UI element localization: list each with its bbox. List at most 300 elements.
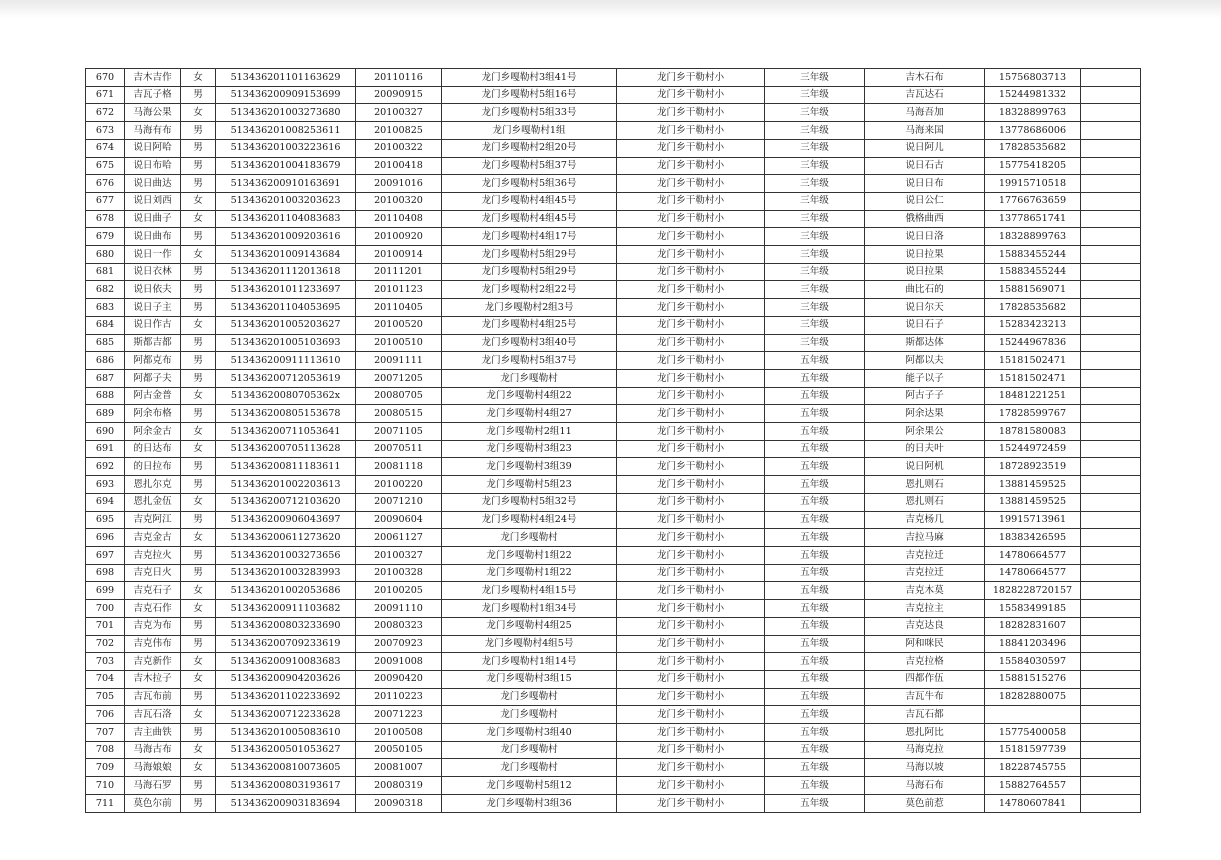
- cell-name: 阿古金普: [125, 387, 181, 405]
- cell-address: 龙门乡嘎勒村3组15: [442, 670, 617, 688]
- cell-address: 龙门乡嘎勒村5组32号: [442, 493, 617, 511]
- cell-birth-date: 20110408: [356, 210, 442, 228]
- cell-school: 龙门乡干勒村小: [617, 316, 765, 334]
- cell-address: 龙门乡嘎勒村5组37号: [442, 157, 617, 175]
- cell-address: 龙门乡嘎勒村4组22: [442, 387, 617, 405]
- cell-birth-date: 20071210: [356, 493, 442, 511]
- cell-grade: 五年级: [765, 458, 865, 476]
- cell-school: 龙门乡干勒村小: [617, 281, 765, 299]
- cell-note: [1081, 69, 1141, 87]
- cell-note: [1081, 352, 1141, 370]
- cell-guardian: 阿古子子: [865, 387, 985, 405]
- cell-grade: 三年级: [765, 86, 865, 104]
- cell-address: 龙门乡嘎勒村1组22: [442, 564, 617, 582]
- cell-grade: 五年级: [765, 529, 865, 547]
- cell-birth-date: 20101123: [356, 281, 442, 299]
- scan-edge-shadow: [0, 0, 1221, 18]
- cell-school: 龙门乡干勒村小: [617, 724, 765, 742]
- cell-index: 708: [86, 741, 125, 759]
- cell-birth-date: 20070923: [356, 635, 442, 653]
- cell-grade: 五年级: [765, 777, 865, 795]
- cell-grade: 三年级: [765, 104, 865, 122]
- cell-note: [1081, 440, 1141, 458]
- cell-guardian: 吉拉马麻: [865, 529, 985, 547]
- cell-grade: 三年级: [765, 299, 865, 317]
- cell-name: 恩扎金伍: [125, 493, 181, 511]
- cell-id-number: 513436200803193617: [216, 777, 356, 795]
- cell-note: [1081, 122, 1141, 140]
- cell-name: 吉克为布: [125, 617, 181, 635]
- cell-gender: 男: [181, 724, 216, 742]
- cell-birth-date: 20090915: [356, 86, 442, 104]
- cell-phone: 18328899763: [985, 228, 1081, 246]
- cell-gender: 男: [181, 334, 216, 352]
- table-row: [86, 458, 1141, 476]
- cell-phone: 18841203496: [985, 635, 1081, 653]
- cell-gender: 女: [181, 192, 216, 210]
- cell-school: 龙门乡干勒村小: [617, 493, 765, 511]
- cell-note: [1081, 582, 1141, 600]
- cell-index: 694: [86, 493, 125, 511]
- cell-phone: 15181597739: [985, 741, 1081, 759]
- cell-gender: 男: [181, 369, 216, 387]
- table-row: [86, 706, 1141, 724]
- cell-id-number: 513436200712053619: [216, 369, 356, 387]
- cell-note: [1081, 635, 1141, 653]
- cell-name: 马海娘娘: [125, 759, 181, 777]
- cell-guardian: 马海克拉: [865, 741, 985, 759]
- cell-note: [1081, 316, 1141, 334]
- cell-grade: 五年级: [765, 741, 865, 759]
- cell-guardian: 吉克拉格: [865, 653, 985, 671]
- cell-school: 龙门乡干勒村小: [617, 741, 765, 759]
- cell-guardian: 吉克木莫: [865, 582, 985, 600]
- cell-school: 龙门乡干勒村小: [617, 511, 765, 529]
- table-row: [86, 423, 1141, 441]
- cell-address: 龙门乡嘎勒村1组22: [442, 546, 617, 564]
- cell-index: 671: [86, 86, 125, 104]
- cell-address: 龙门乡嘎勒村2组11: [442, 423, 617, 441]
- cell-grade: 五年级: [765, 511, 865, 529]
- cell-name: 马海古布: [125, 741, 181, 759]
- cell-id-number: 513436201003273680: [216, 104, 356, 122]
- cell-phone: 15881515276: [985, 670, 1081, 688]
- cell-note: [1081, 458, 1141, 476]
- cell-grade: 五年级: [765, 759, 865, 777]
- cell-school: 龙门乡干勒村小: [617, 476, 765, 494]
- cell-address: 龙门乡嘎勒村5组23: [442, 476, 617, 494]
- cell-index: 697: [86, 546, 125, 564]
- cell-guardian: 马海以坡: [865, 759, 985, 777]
- cell-gender: 男: [181, 635, 216, 653]
- cell-grade: 三年级: [765, 175, 865, 193]
- table-row: [86, 316, 1141, 334]
- cell-note: [1081, 423, 1141, 441]
- cell-gender: 男: [181, 688, 216, 706]
- cell-note: [1081, 564, 1141, 582]
- cell-name: 说日曲布: [125, 228, 181, 246]
- cell-address: 龙门乡嘎勒村4组15号: [442, 582, 617, 600]
- table-row: [86, 246, 1141, 264]
- cell-gender: 男: [181, 139, 216, 157]
- cell-note: [1081, 688, 1141, 706]
- cell-school: 龙门乡干勒村小: [617, 635, 765, 653]
- cell-note: [1081, 369, 1141, 387]
- cell-grade: 五年级: [765, 387, 865, 405]
- cell-guardian: 吉克拉主: [865, 600, 985, 618]
- cell-gender: 男: [181, 175, 216, 193]
- cell-note: [1081, 192, 1141, 210]
- cell-gender: 男: [181, 777, 216, 795]
- cell-phone: 13778686006: [985, 122, 1081, 140]
- cell-name: 吉瓦子格: [125, 86, 181, 104]
- cell-phone: 17828535682: [985, 299, 1081, 317]
- cell-grade: 三年级: [765, 228, 865, 246]
- cell-gender: 女: [181, 210, 216, 228]
- cell-grade: 五年级: [765, 688, 865, 706]
- cell-guardian: 说日阿机: [865, 458, 985, 476]
- table-row: [86, 228, 1141, 246]
- cell-index: 687: [86, 369, 125, 387]
- cell-phone: 14780664577: [985, 546, 1081, 564]
- cell-address: 龙门乡嘎勒村1组: [442, 122, 617, 140]
- cell-birth-date: 20100327: [356, 104, 442, 122]
- cell-index: 704: [86, 670, 125, 688]
- cell-school: 龙门乡干勒村小: [617, 104, 765, 122]
- cell-note: [1081, 476, 1141, 494]
- cell-address: 龙门乡嘎勒村1组14号: [442, 653, 617, 671]
- cell-index: 710: [86, 777, 125, 795]
- cell-note: [1081, 546, 1141, 564]
- cell-address: 龙门乡嘎勒村3组23: [442, 440, 617, 458]
- cell-school: 龙门乡干勒村小: [617, 334, 765, 352]
- cell-name: 说日刘西: [125, 192, 181, 210]
- cell-guardian: 说日尔天: [865, 299, 985, 317]
- cell-guardian: 吉瓦牛布: [865, 688, 985, 706]
- cell-phone: 17766763659: [985, 192, 1081, 210]
- cell-guardian: 说日拉果: [865, 246, 985, 264]
- cell-index: 670: [86, 69, 125, 87]
- table-row: [86, 122, 1141, 140]
- cell-index: 696: [86, 529, 125, 547]
- cell-id-number: 513436201002053686: [216, 582, 356, 600]
- cell-school: 龙门乡干勒村小: [617, 86, 765, 104]
- cell-phone: 15244967836: [985, 334, 1081, 352]
- cell-name: 说日阿哈: [125, 139, 181, 157]
- cell-id-number: 513436201008253611: [216, 122, 356, 140]
- cell-index: 684: [86, 316, 125, 334]
- cell-grade: 五年级: [765, 617, 865, 635]
- cell-id-number: 513436201102233692: [216, 688, 356, 706]
- cell-school: 龙门乡干勒村小: [617, 617, 765, 635]
- cell-note: [1081, 246, 1141, 264]
- cell-id-number: 513436200910163691: [216, 175, 356, 193]
- cell-school: 龙门乡干勒村小: [617, 299, 765, 317]
- cell-school: 龙门乡干勒村小: [617, 246, 765, 264]
- cell-birth-date: 20080319: [356, 777, 442, 795]
- cell-address: 龙门乡嘎勒村4组25号: [442, 316, 617, 334]
- table-row: [86, 281, 1141, 299]
- cell-address: 龙门乡嘎勒村4组27: [442, 405, 617, 423]
- cell-grade: 五年级: [765, 564, 865, 582]
- cell-birth-date: 20061127: [356, 529, 442, 547]
- cell-birth-date: 20050105: [356, 741, 442, 759]
- cell-name: 马海有布: [125, 122, 181, 140]
- cell-birth-date: 20100418: [356, 157, 442, 175]
- cell-birth-date: 20100920: [356, 228, 442, 246]
- cell-address: 龙门乡嘎勒村: [442, 529, 617, 547]
- cell-guardian: 马海吾加: [865, 104, 985, 122]
- cell-name: 吉主曲铁: [125, 724, 181, 742]
- cell-gender: 男: [181, 352, 216, 370]
- cell-guardian: 吉克达良: [865, 617, 985, 635]
- cell-index: 702: [86, 635, 125, 653]
- cell-index: 700: [86, 600, 125, 618]
- cell-school: 龙门乡干勒村小: [617, 369, 765, 387]
- cell-index: 678: [86, 210, 125, 228]
- cell-school: 龙门乡干勒村小: [617, 440, 765, 458]
- cell-gender: 男: [181, 86, 216, 104]
- cell-note: [1081, 210, 1141, 228]
- cell-note: [1081, 794, 1141, 812]
- cell-guardian: 说日日洛: [865, 228, 985, 246]
- cell-birth-date: 20100510: [356, 334, 442, 352]
- cell-index: 689: [86, 405, 125, 423]
- cell-school: 龙门乡干勒村小: [617, 228, 765, 246]
- cell-guardian: 吉克拉迁: [865, 546, 985, 564]
- cell-phone: 15283423213: [985, 316, 1081, 334]
- cell-index: 698: [86, 564, 125, 582]
- cell-birth-date: 20110405: [356, 299, 442, 317]
- cell-gender: 男: [181, 511, 216, 529]
- cell-phone: 18781580083: [985, 423, 1081, 441]
- cell-name: 说日曲子: [125, 210, 181, 228]
- cell-school: 龙门乡干勒村小: [617, 387, 765, 405]
- cell-guardian: 说日公仁: [865, 192, 985, 210]
- cell-gender: 女: [181, 387, 216, 405]
- table-row: [86, 139, 1141, 157]
- cell-index: 709: [86, 759, 125, 777]
- cell-gender: 女: [181, 741, 216, 759]
- cell-name: 吉瓦布前: [125, 688, 181, 706]
- cell-birth-date: 20091008: [356, 653, 442, 671]
- table-row: [86, 600, 1141, 618]
- cell-school: 龙门乡干勒村小: [617, 423, 765, 441]
- table-row: [86, 175, 1141, 193]
- cell-address: 龙门乡嘎勒村5组12: [442, 777, 617, 795]
- cell-address: 龙门乡嘎勒村3组41号: [442, 69, 617, 87]
- cell-id-number: 513436200712103620: [216, 493, 356, 511]
- cell-note: [1081, 104, 1141, 122]
- cell-name: 说日依夫: [125, 281, 181, 299]
- cell-birth-date: 20100320: [356, 192, 442, 210]
- cell-grade: 五年级: [765, 405, 865, 423]
- cell-phone: 18228745755: [985, 759, 1081, 777]
- cell-guardian: 恩扎则石: [865, 476, 985, 494]
- cell-id-number: 513436200911103682: [216, 600, 356, 618]
- cell-name: 说日衣林: [125, 263, 181, 281]
- cell-guardian: 吉瓦达石: [865, 86, 985, 104]
- cell-guardian: 吉木石布: [865, 69, 985, 87]
- cell-id-number: 513436200712233628: [216, 706, 356, 724]
- table-row: [86, 670, 1141, 688]
- cell-grade: 三年级: [765, 334, 865, 352]
- cell-guardian: 阿和咪民: [865, 635, 985, 653]
- cell-address: 龙门乡嘎勒村4组45号: [442, 210, 617, 228]
- cell-note: [1081, 724, 1141, 742]
- cell-grade: 三年级: [765, 139, 865, 157]
- cell-birth-date: 20100825: [356, 122, 442, 140]
- cell-birth-date: 20080705: [356, 387, 442, 405]
- cell-id-number: 513436201009203616: [216, 228, 356, 246]
- cell-guardian: 吉克拉迁: [865, 564, 985, 582]
- cell-index: 703: [86, 653, 125, 671]
- table-row: [86, 794, 1141, 812]
- cell-phone: [985, 706, 1081, 724]
- cell-index: 676: [86, 175, 125, 193]
- cell-address: 龙门乡嘎勒村: [442, 688, 617, 706]
- cell-gender: 女: [181, 69, 216, 87]
- cell-id-number: 513436201112013618: [216, 263, 356, 281]
- cell-grade: 三年级: [765, 281, 865, 299]
- cell-name: 的日达布: [125, 440, 181, 458]
- cell-address: 龙门乡嘎勒村4组17号: [442, 228, 617, 246]
- cell-index: 711: [86, 794, 125, 812]
- cell-birth-date: 20071205: [356, 369, 442, 387]
- cell-id-number: 513436200803233690: [216, 617, 356, 635]
- cell-name: 说日曲达: [125, 175, 181, 193]
- cell-index: 679: [86, 228, 125, 246]
- cell-grade: 五年级: [765, 670, 865, 688]
- cell-birth-date: 20100914: [356, 246, 442, 264]
- table-row: [86, 352, 1141, 370]
- cell-note: [1081, 387, 1141, 405]
- cell-phone: 15882764557: [985, 777, 1081, 795]
- cell-id-number: 513436200805153678: [216, 405, 356, 423]
- cell-gender: 男: [181, 281, 216, 299]
- cell-id-number: 513436201004183679: [216, 157, 356, 175]
- table-row: [86, 69, 1141, 87]
- cell-phone: 15583499185: [985, 600, 1081, 618]
- cell-grade: 三年级: [765, 192, 865, 210]
- cell-index: 693: [86, 476, 125, 494]
- cell-name: 吉克金古: [125, 529, 181, 547]
- cell-grade: 五年级: [765, 582, 865, 600]
- cell-grade: 五年级: [765, 423, 865, 441]
- cell-gender: 女: [181, 529, 216, 547]
- cell-birth-date: 20091016: [356, 175, 442, 193]
- cell-phone: 15883455244: [985, 263, 1081, 281]
- cell-school: 龙门乡干勒村小: [617, 405, 765, 423]
- cell-phone: 15883455244: [985, 246, 1081, 264]
- cell-name: 马海石罗: [125, 777, 181, 795]
- cell-index: 677: [86, 192, 125, 210]
- cell-note: [1081, 281, 1141, 299]
- cell-index: 695: [86, 511, 125, 529]
- cell-gender: 男: [181, 299, 216, 317]
- cell-address: 龙门乡嘎勒村: [442, 706, 617, 724]
- table-row: [86, 511, 1141, 529]
- cell-id-number: 513436201104053695: [216, 299, 356, 317]
- cell-phone: 17828599767: [985, 405, 1081, 423]
- cell-grade: 五年级: [765, 600, 865, 618]
- cell-birth-date: 20100220: [356, 476, 442, 494]
- cell-gender: 男: [181, 564, 216, 582]
- cell-guardian: 说日拉果: [865, 263, 985, 281]
- cell-phone: 15775400058: [985, 724, 1081, 742]
- cell-grade: 五年级: [765, 493, 865, 511]
- cell-gender: 女: [181, 493, 216, 511]
- cell-guardian: 四都作伍: [865, 670, 985, 688]
- cell-name: 说日布哈: [125, 157, 181, 175]
- cell-id-number: 51343620080705362x: [216, 387, 356, 405]
- cell-school: 龙门乡干勒村小: [617, 352, 765, 370]
- cell-phone: 15181502471: [985, 352, 1081, 370]
- cell-id-number: 513436200903183694: [216, 794, 356, 812]
- cell-grade: 三年级: [765, 246, 865, 264]
- cell-gender: 男: [181, 405, 216, 423]
- cell-note: [1081, 777, 1141, 795]
- cell-gender: 男: [181, 263, 216, 281]
- cell-gender: 男: [181, 546, 216, 564]
- cell-gender: 女: [181, 246, 216, 264]
- cell-grade: 三年级: [765, 263, 865, 281]
- cell-index: 690: [86, 423, 125, 441]
- cell-birth-date: 20100322: [356, 139, 442, 157]
- cell-phone: 17828535682: [985, 139, 1081, 157]
- cell-birth-date: 20070511: [356, 440, 442, 458]
- cell-address: 龙门乡嘎勒村1组34号: [442, 600, 617, 618]
- cell-index: 706: [86, 706, 125, 724]
- table-row: [86, 617, 1141, 635]
- cell-name: 斯都吉都: [125, 334, 181, 352]
- cell-school: 龙门乡干勒村小: [617, 175, 765, 193]
- table-row: [86, 653, 1141, 671]
- cell-guardian: 阿都以夫: [865, 352, 985, 370]
- cell-index: 673: [86, 122, 125, 140]
- cell-grade: 三年级: [765, 157, 865, 175]
- cell-note: [1081, 299, 1141, 317]
- cell-birth-date: 20111201: [356, 263, 442, 281]
- table-row: [86, 334, 1141, 352]
- cell-birth-date: 20100205: [356, 582, 442, 600]
- cell-phone: 19915710518: [985, 175, 1081, 193]
- cell-birth-date: 20100327: [356, 546, 442, 564]
- table-row: [86, 582, 1141, 600]
- cell-school: 龙门乡干勒村小: [617, 529, 765, 547]
- cell-grade: 五年级: [765, 546, 865, 564]
- cell-birth-date: 20081118: [356, 458, 442, 476]
- cell-birth-date: 20090604: [356, 511, 442, 529]
- cell-name: 吉克拉火: [125, 546, 181, 564]
- cell-name: 马海公果: [125, 104, 181, 122]
- cell-note: [1081, 759, 1141, 777]
- cell-id-number: 513436200811183611: [216, 458, 356, 476]
- cell-guardian: 阿余达果: [865, 405, 985, 423]
- cell-school: 龙门乡干勒村小: [617, 600, 765, 618]
- cell-id-number: 513436200711053641: [216, 423, 356, 441]
- cell-id-number: 513436201009143684: [216, 246, 356, 264]
- cell-id-number: 513436200501053627: [216, 741, 356, 759]
- cell-school: 龙门乡干勒村小: [617, 139, 765, 157]
- cell-name: 说日一作: [125, 246, 181, 264]
- cell-id-number: 513436200904203626: [216, 670, 356, 688]
- table-row: [86, 777, 1141, 795]
- cell-grade: 五年级: [765, 794, 865, 812]
- cell-birth-date: 20091110: [356, 600, 442, 618]
- table-row: [86, 405, 1141, 423]
- cell-school: 龙门乡干勒村小: [617, 157, 765, 175]
